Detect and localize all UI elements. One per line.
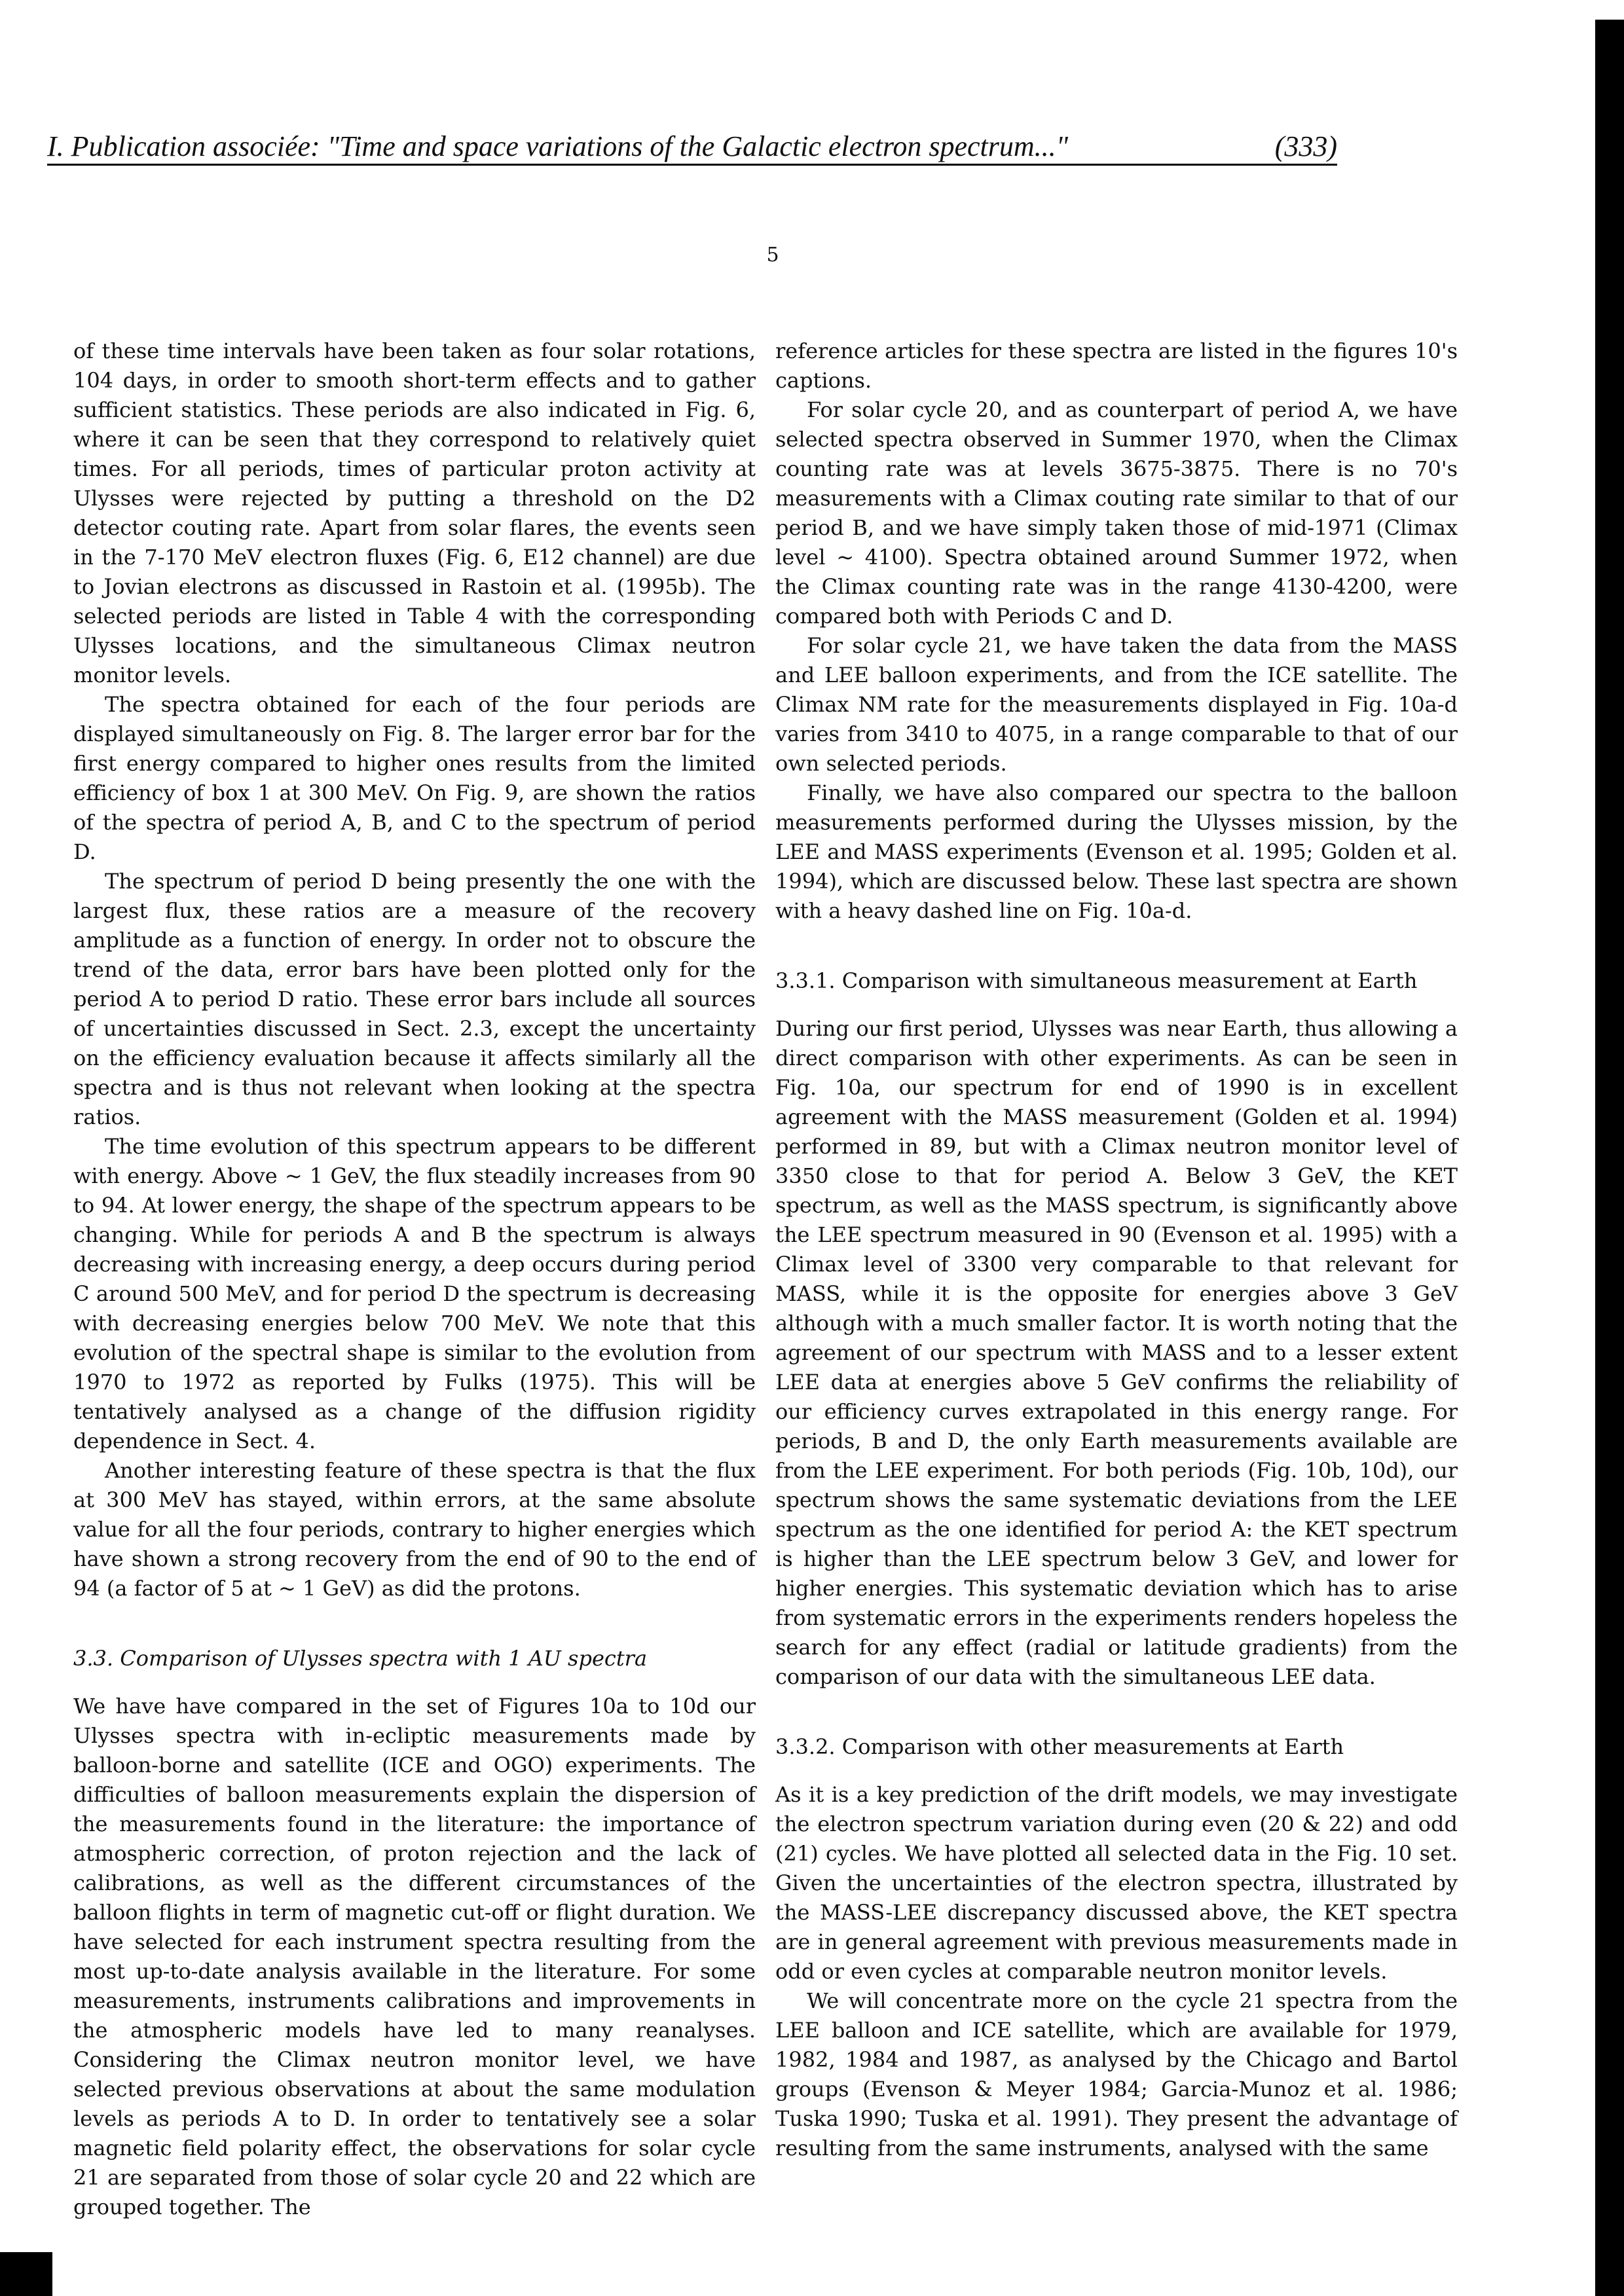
paragraph: As it is a key prediction of the drift models, we may investigate the electron spectrum variation during even (20 & 22) and odd (21) cycles. We have plotted all selected data in the Fig. 10 set. Given the uncertainties of the electron spectra, illustrated by the MASS-LEE discrepancy discussed above, the KET spectra are in general agreement with previous measurements made in odd or even cycles at comparable neutron monitor levels. <box>775 1782 1458 1984</box>
left-column <box>73 337 756 2222</box>
paragraph: We have have compared in the set of Figures 10a to 10d our Ulysses spectra with in-ecliptic measurements made by balloon-borne and satellite (ICE and OGO) experiments. The difficulties of balloon measurements explain the dispersion of the measurements found in the literature: the importance of atmospheric correction, of proton rejection and the lack of calibrations, as well as the different circumstances of the balloon flights in term of magnetic cut-off or flight duration. We have selected for each instrument spectra resulting from the most up-to-date analysis available in the literature. For some measurements, instruments calibrations and improvements in the atmospheric models have led to many reanalyses. Considering the Climax neutron monitor level, we have selected previous observations at about the same modulation levels as periods A to D. In order to tentatively see a solar magnetic field polarity effect, the observations for solar cycle 21 are separated from those of solar cycle 20 and 22 which are grouped together. The <box>73 1694 756 2219</box>
paragraph: During our first period, Ulysses was near Earth, thus allowing a direct comparison with other experiments. As can be seen in Fig. 10a, our spectrum for end of 1990 is in excellent agreement with the MASS measurement (Golden et al. 1994) performed in 89, but with a Climax neutron monitor level of 3350 close to that for period A. Below 3 GeV, the KET spectrum, as well as the MASS spectrum, is significantly above the LEE spectrum measured in 90 (Evenson et al. 1995) with a Climax level of 3300 very comparable to that relevant for MASS, while it is the opposite for energies above 3 GeV although with a much smaller factor. It is worth noting that the agreement of our spectrum with MASS and to a lesser extent LEE data at energies above 5 GeV confirms the reliability of our efficiency curves extrapolated in this energy range. For periods, B and D, the only Earth measurements available are from the LEE experiment. For both periods (Fig. 10b, 10d), our spectrum shows the same systematic deviations from the LEE spectrum as the one identified for period A: the KET spectrum is higher than the LEE spectrum below 3 GeV, and lower for higher energies. This systematic deviation which has to arise from systematic errors in the experiments renders hopeless the search for any effect (radial or latitude gradients) from the comparison of our data with the simultaneous LEE data. <box>775 1016 1458 1689</box>
right-column <box>775 337 1458 2163</box>
paragraph: The time evolution of this spectrum appears to be different with energy. Above ~ 1 GeV, the flux steadily increases from 90 to 94. At lower energy, the shape of the spectrum appears to be changing. While for periods A and B the spectrum is always decreasing with increasing energy, a deep occurs during period C around 500 MeV, and for period D the spectrum is decreasing with decreasing energies below 700 MeV. We note that this evolution of the spectral shape is similar to the evolution from 1970 to 1972 as reported by Fulks (1975). This will be tentatively analysed as a change of the diffusion rigidity dependence in Sect. 4. <box>73 1134 756 1453</box>
paragraph: Another interesting feature of these spectra is that the flux at 300 MeV has stayed, within errors, at the same absolute value for all the four periods, contrary to higher energies which have shown a strong recovery from the end of 90 to the end of 94 (a factor of 5 at ~ 1 GeV) as did the protons. <box>73 1458 756 1601</box>
paragraph: For solar cycle 21, we have taken the data from the MASS and LEE balloon experiments, and from the ICE satellite. The Climax NM rate for the measurements displayed in Fig. 10a-d varies from 3410 to 4075, in a range comparable to that of our own selected periods. <box>775 633 1458 776</box>
paragraph: reference articles for these spectra are listed in the figures 10's captions. <box>775 338 1458 393</box>
running-header <box>47 130 1337 166</box>
paragraph: For solar cycle 20, and as counterpart of period A, we have selected spectra observed in Summer 1970, when the Climax counting rate was at levels 3675-3875. There is no 70's measurements with a Climax couting rate similar to that of our period B, and we have simply taken those of mid-1971 (Climax level ~ 4100). Spectra obtained around Summer 1972, when the Climax counting rate was in the range 4130-4200, were compared both with Periods C and D. <box>775 397 1458 629</box>
page-number: 5 <box>766 244 779 266</box>
header-page-ref: (333) <box>1274 130 1337 162</box>
paragraph: of these time intervals have been taken as four solar rotations, 104 days, in order to smooth short-term effects and to gather sufficient statistics. These periods are also indicated in Fig. 6, where it can be seen that they correspond to relatively quiet times. For all periods, times of particular proton activity at Ulysses were rejected by putting a threshold on the D2 detector couting rate. Apart from solar flares, the events seen in the 7-170 MeV electron fluxes (Fig. 6, E12 channel) are due to Jovian electrons as discussed in Rastoin et al. (1995b). The selected periods are listed in Table 4 with the corresponding Ulysses locations, and the simultaneous Climax neutron monitor levels. <box>73 338 756 687</box>
section-heading: 3.3. Comparison of Ulysses spectra with 1 AU spectra <box>73 1646 648 1671</box>
paragraph: The spectrum of period D being presently the one with the largest flux, these ratios are a measure of the recovery amplitude as a function of energy. In order not to obscure the trend of the data, error bars have been plotted only for the period A to period D ratio. These error bars include all sources of uncertainties discussed in Sect. 2.3, except the uncertainty on the efficiency evaluation because it affects similarly all the spectra and is thus not relevant when looking at the spectra ratios. <box>73 869 756 1129</box>
scan-border-left <box>0 2252 52 2296</box>
section-heading: 3.3.2. Comparison with other measurements at Earth <box>775 1734 1344 1759</box>
paragraph: The spectra obtained for each of the four periods are displayed simultaneously on Fig. 8. The larger error bar for the first energy compared to higher ones results from the limited efficiency of box 1 at 300 MeV. On Fig. 9, are shown the ratios of the spectra of period A, B, and C to the spectrum of period D. <box>73 692 756 864</box>
section-heading: 3.3.1. Comparison with simultaneous measurement at Earth <box>775 968 1418 993</box>
header-title: I. Publication associée: "Time and space variations of the Galactic electron spectrum..." <box>47 130 1069 162</box>
paragraph: We will concentrate more on the cycle 21 spectra from the LEE balloon and ICE satellite, which are available for 1979, 1982, 1984 and 1987, as analysed by the Chicago and Bartol groups (Evenson & Meyer 1984; Garcia-Munoz et al. 1986; Tuska 1990; Tuska et al. 1991). They present the advantage of resulting from the same instruments, analysed with the same <box>775 1988 1458 2160</box>
paragraph: Finally, we have also compared our spectra to the balloon measurements performed during the Ulysses mission, by the LEE and MASS experiments (Evenson et al. 1995; Golden et al. 1994), which are discussed below. These last spectra are shown with a heavy dashed line on Fig. 10a-d. <box>775 780 1458 923</box>
scan-border-right <box>1595 20 1624 2296</box>
